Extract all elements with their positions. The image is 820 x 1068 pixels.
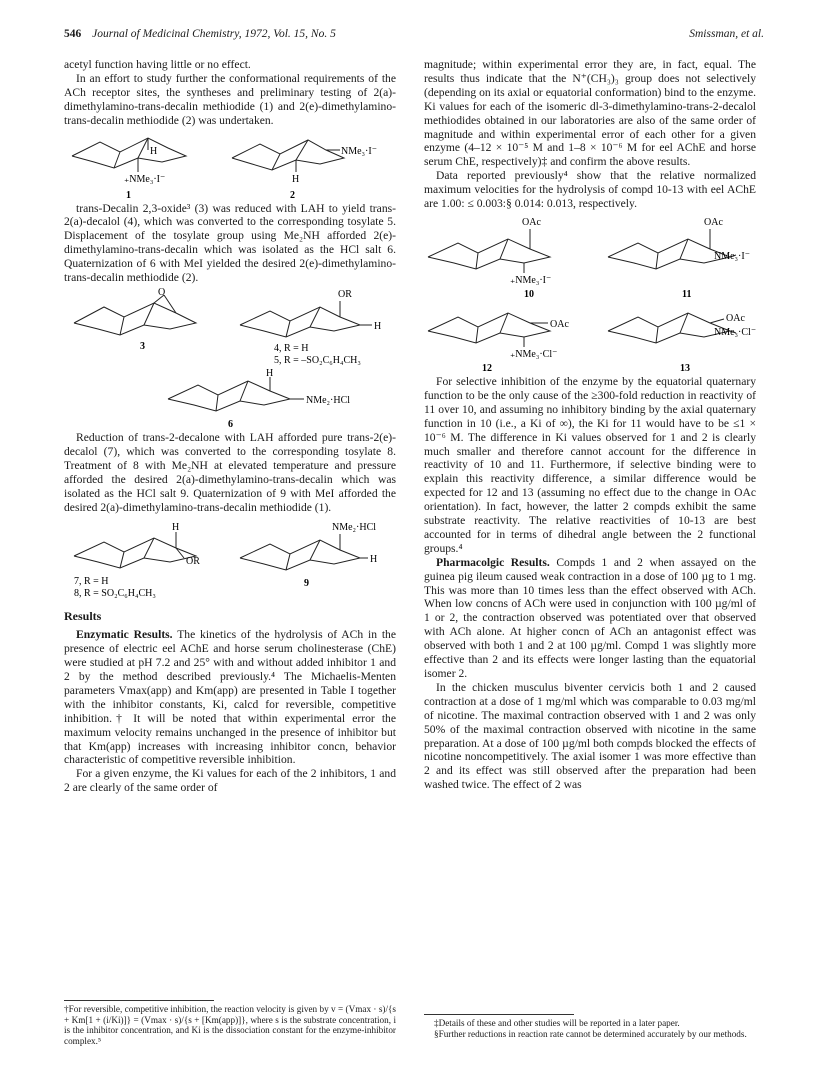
substituent-label: ₊NMe₃·Cl⁻ xyxy=(510,348,558,360)
compound-label: 8, R = SO₂C₆H₄CH₃ xyxy=(74,588,156,600)
paragraph: In the chicken musculus biventer cervicis both 1 and 2 caused contraction at a dose of 1 mg/ml which was comparable to 0.03 mg/ml of nicotine. The maximal contraction observed with 1 and 2 was only 50% of the maximal contraction observed with nicotine in the same preparation. At a dose of 100 µg/ml both compds blocked the effects of nicotine noncompetitively. The axial isomer 1 was more effective than 2 and its effect was still observed after the preparation had been washed twice. The effect of 2 was xyxy=(424,680,756,792)
structures-7-8-9 xyxy=(64,514,396,600)
running-author: Smissman, et al. xyxy=(689,28,764,40)
paragraph xyxy=(424,556,756,681)
paragraph: In an effort to study further the conformational requirements of the ACh receptor sites, the syntheses and preliminary testing of 2(a)-dimethylamino-trans-decalin methiodide (1) and 2(e)-dimethylamino-trans-decalin methiodide (2) was undertaken. xyxy=(64,71,396,127)
compound-label: 7, R = H xyxy=(74,576,109,588)
h-label: H xyxy=(266,368,274,379)
oac-label: OAc xyxy=(704,216,723,228)
paragraph: trans-Decalin 2,3-oxide³ (3) was reduced with LAH to yield trans-2(a)-decalol (4), which was converted to the corresponding tosylate 5. Displacement of the tosylate group using Me₂NH afforded 2(e)-dimethylamino-trans-decalin which was isolated as the HCl salt 6. Quaternization of 6 with MeI yielded the desired 2(e)-dimethylamino-trans-decalin methiodide (2). xyxy=(64,201,396,285)
footnote-section: §Further reductions in reaction rate cannot be determined accurately by our methods. xyxy=(434,1028,747,1039)
paragraph xyxy=(64,628,396,767)
paragraph: Data reported previously⁴ show that the relative normalized maximum velocities for the hydrolysis of compd 10-13 with eel AChE are 1.00: ≤ 0.003:§ 0.014: 0.013, respectively. xyxy=(424,169,756,211)
or-label: OR xyxy=(338,288,352,300)
run-in-heading: Pharmacolgic Results. xyxy=(436,555,550,569)
structure-6 xyxy=(64,369,396,431)
paragraph: For selective inhibition of the enzyme by the equatorial quaternary function to be the only cause of the ≥300-fold reduction in reactivity of 11 over 10, and assuming no inhibitory binding by the axial quaternary function in 10 (i.e., a Ki of ∞), the Ki for 11 would have to be ≤1 × 10⁻⁶ M. The difference in Ki values observed for 1 and 2 is clearly much smaller and therefore cannot account for the difference in reactivity of 10 and 11. Furthermore, if selective binding were to explain this reactivity difference, a similar difference would be expected for 12 and 13 (assuming no effect due to the change in OAc orientation). In fact, however, the latter 2 compds exhibit the same substrate reactivity. The relative reactivities of 10-13 are best accounted for in terms of dihedral angle between the 2 functional groups.⁴ xyxy=(424,374,756,555)
oac-label: OAc xyxy=(550,318,569,330)
oac-label: OAc xyxy=(522,216,541,228)
compound-number: 9 xyxy=(304,578,309,590)
right-column xyxy=(424,58,756,792)
compound-number: 2 xyxy=(290,189,295,201)
structures-3-4-5 xyxy=(64,285,396,369)
compound-label: 5, R = –SO₂C₆H₄CH₃ xyxy=(274,354,361,366)
journal-title: Journal of Medicinal Chemistry, 1972, Vol. 15, No. 5 xyxy=(92,28,336,40)
compound-number: 10 xyxy=(524,288,534,300)
paragraph: For a given enzyme, the Ki values for each of the 2 inhibitors, 1 and 2 are clearly of the same order of xyxy=(64,767,396,795)
substituent-label: NMe₂·HCl xyxy=(306,394,351,406)
footnote-rule xyxy=(64,1000,214,1001)
compound-number: 12 xyxy=(482,362,492,374)
compound-number: 3 xyxy=(140,340,145,352)
structures-12-13 xyxy=(424,301,756,375)
running-header xyxy=(64,28,764,44)
footnote-double-dagger: ‡Details of these and other studies will be reported in a later paper. xyxy=(434,1018,680,1028)
or-label: OR xyxy=(186,556,200,568)
oac-label: OAc xyxy=(726,312,745,324)
paragraph: acetyl function having little or no effect. xyxy=(64,58,251,71)
substituent-label: NMe₃·I⁻ xyxy=(341,145,377,157)
footnotes-right xyxy=(424,1014,756,1039)
substituent-label: NMe₃·I⁻ xyxy=(714,250,750,262)
h-label: H xyxy=(172,522,180,534)
paragraph-text: Compds 1 and 2 when assayed on the guinea pig ileum caused weak contraction in a dose of 100 µg to 1 mg. This was more than 10 times less than the effect observed with ACh. When low concns of ACh were used in conjunction with 100 µg/ml of 1 or 2, the contraction observed was potentiated over that observed with ACh alone. At higher concn of ACh an antagonist effect was observed with both 1 and 2 at 100 µg/ml. Compd 1 was slightly more effective than 2 and its effects were longer lasting than the equatorial isomer 2. xyxy=(424,555,756,680)
run-in-heading: Enzymatic Results. xyxy=(76,628,173,642)
footnote-text: †For reversible, competitive inhibition, the reaction velocity is given by v = (Vmax · s)/{s + Km[1 + (i/Ki)]} = (Vmax · s)/{s + [Km(app)]}, where s is the substrate concentration, i is the inhibitor concentration, and Ki is the dissociation constant for the enzyme-inhibitor complex.⁵ xyxy=(64,1004,396,1046)
structures-1-2 xyxy=(64,128,396,202)
footnote-dagger xyxy=(64,1000,396,1046)
substituent-label: ₊NMe₃·I⁻ xyxy=(510,274,552,286)
footnote-rule xyxy=(424,1014,574,1015)
compound-number: 13 xyxy=(680,362,690,374)
compound-number: 6 xyxy=(228,418,233,430)
substituent-label: NMe₃·Cl⁻ xyxy=(714,326,756,338)
compound-number: 11 xyxy=(682,288,692,300)
substituent-label: NMe₂·HCl xyxy=(332,522,377,534)
section-heading-results: Results xyxy=(64,609,102,624)
paragraph: Reduction of trans-2-decalone with LAH afforded pure trans-2(e)-decalol (7), which was converted to the corresponding tosylate 8. Treatment of 8 with Me₂NH at elevated temperature and pressure afforded the desired 2(a)-dimethylamino-trans-decalin which was isolated as the HCl salt 9. Quaternization of 9 with MeI afforded the desired 2(a)-dimethylamino-trans-decalin methiodide (1). xyxy=(64,430,396,514)
compound-number: 1 xyxy=(126,189,131,201)
substituent-label: ₊NMe₃·I⁻ xyxy=(124,173,166,185)
compound-label: 4, R = H xyxy=(274,342,309,354)
h-label: H xyxy=(292,173,300,185)
structures-10-11 xyxy=(424,211,756,301)
paragraph-text: The kinetics of the hydrolysis of ACh in the presence of electric eel AChE and horse serum cholinesterase (ChE) were studied at pH 7.2 and 25° with and without added inhibitor 1 and 2 by the method described previously.⁴ The Michaelis-Menten parameters Vmax(app) and Km(app) are presented in Table I together with the inhibitor constants, Ki, calcd for reversible, competitive inhibition.† It will be noted that within experimental error the maximum velocity remains unchanged in the presence of inhibitor but that Km(app) increases with increasing inhibitor concn, behavior characteristic of competitive reversible inhibition. xyxy=(64,628,396,767)
o-label: O xyxy=(158,286,166,298)
paragraph: magnitude; within experimental error they are, in fact, equal. The results thus indicate that the N⁺(CH₃)₃ group does not selectively (depending on its axial or equatorial conformation) bind to the enzyme. Ki values for each of the isomeric dl-3-dimethylamino-trans-2-decalol methiodides obtained in our laboratories are also of the same order of magnitude and within experimental error of each other for a given enzyme (4–12 × 10⁻⁵ M and 1–8 × 10⁻⁶ M for eel AChE and horse serum ChE, respectively)‡ and confirm the above results. xyxy=(424,58,756,169)
h-label: H xyxy=(370,554,378,566)
h-label: H xyxy=(150,145,158,157)
h-label: H xyxy=(374,320,382,332)
page-number: 546 xyxy=(64,28,82,40)
left-column xyxy=(64,58,396,795)
